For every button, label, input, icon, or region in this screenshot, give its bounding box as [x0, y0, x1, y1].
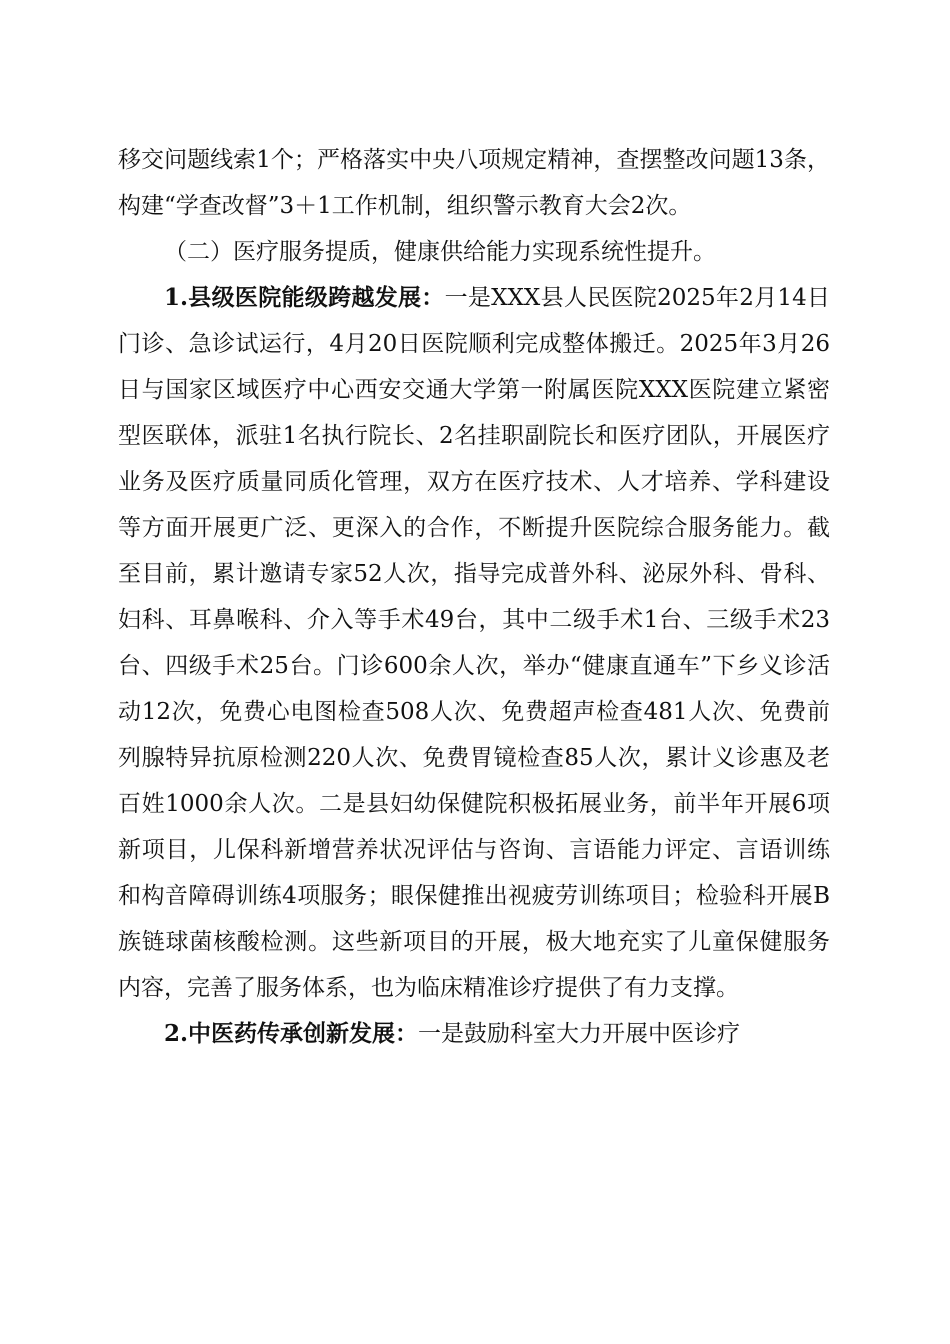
- paragraph-lead: 2.中医药传承创新发展：: [164, 1020, 419, 1047]
- document-body: [118, 137, 830, 1057]
- paragraph-lead: 1.县级医院能级跨越发展：: [164, 284, 445, 311]
- paragraph-county-hospital: [118, 275, 830, 1011]
- paragraph-continuation: 移交问题线索1个；严格落实中央八项规定精神，查摆整改问题13条，构建“学查改督”3＋1工作机制，组织警示教育大会2次。: [118, 147, 830, 219]
- paragraph-text: 一是鼓励科室大力开展中医诊疗: [418, 1021, 741, 1047]
- paragraph-tcm: [118, 1011, 830, 1057]
- section-heading: （二）医疗服务提质，健康供给能力实现系统性提升。: [164, 239, 716, 265]
- paragraph-text: 一是XXX县人民医院2025年2月14日门诊、急诊试运行，4月20日医院顺利完成整体搬迁。2025年3月26日与国家区域医疗中心西安交通大学第一附属医院XXX医院建立紧密型医联体，派驻1名执行院长、2名挂职副院长和医疗团队，开展医疗业务及医疗质量同质化管理，双方在医疗技术、人才培养、学科建设等方面开展更广泛、更深入的合作，不断提升医院综合服务能力。截至目前，累计邀请专家52人次，指导完成普外科、泌尿外科、骨科、妇科、耳鼻喉科、介入等手术49台，其中二级手术1台、三级手术23台、四级手术25台。门诊600余人次，举办“健康直通车”下乡义诊活动12次，免费心电图检查508人次、免费超声检查481人次、免费前列腺特异抗原检测220人次、免费胃镜检查85人次，累计义诊惠及老百姓1000余人次。二是县妇幼保健院积极拓展业务，前半年开展6项新项目，儿保科新增营养状况评估与咨询、言语能力评定、言语训练和构音障碍训练4项服务；眼保健推出视疲劳训练项目；检验科开展B族链球菌核酸检测。这些新项目的开展，极大地充实了儿童保健服务内容，完善了服务体系，也为临床精准诊疗提供了有力支撑。: [118, 285, 830, 1001]
